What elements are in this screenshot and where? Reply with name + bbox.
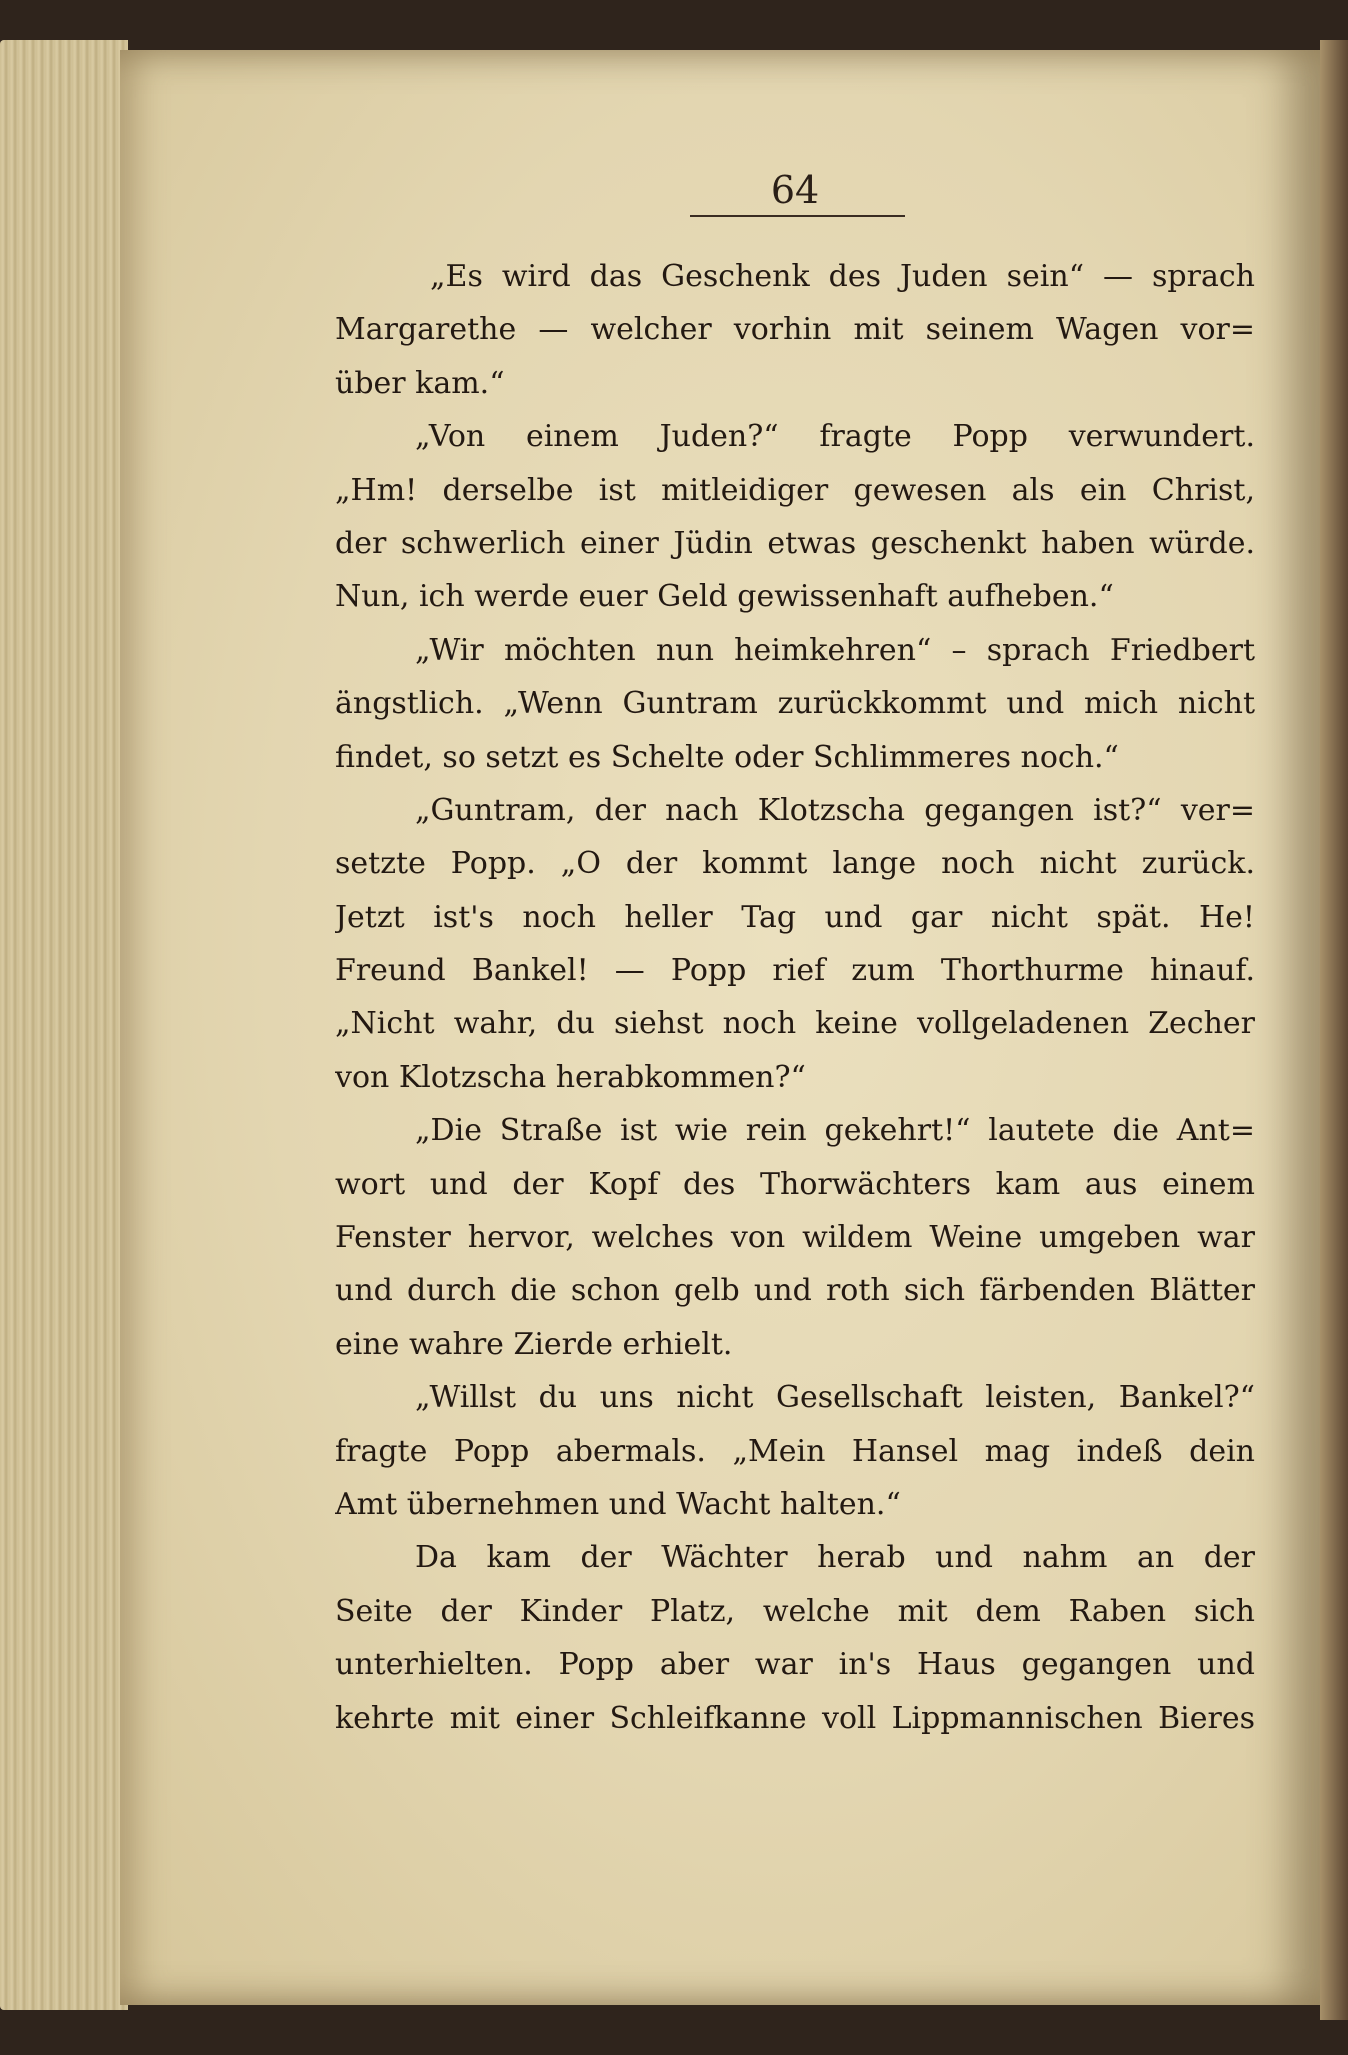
left-page-stack (0, 40, 128, 2010)
text-line: eine wahre Zierde erhielt. (335, 1326, 733, 1362)
text-line: „Es wird das Geschenk des Juden sein“ — sprach (430, 259, 1255, 294)
text-line: „Hm! derselbe ist mitleidiger gewesen als ein Christ, (335, 472, 1255, 508)
text-line: von Klotzscha herabkommen?“ (335, 1059, 806, 1095)
page-number: 64 (770, 168, 820, 212)
text-line: „Guntram, der nach Klotzscha gegangen ist?“ ver= (415, 792, 1255, 828)
page-edge-shadow (1320, 40, 1348, 2020)
text-line: Jetzt ist's noch heller Tag und gar nicht spät. He! (335, 899, 1255, 935)
text-line: „Willst du uns nicht Gesellschaft leisten, Bankel?“ (415, 1380, 1255, 1416)
text-line: Fenster hervor, welches von wildem Weine umgeben war (335, 1220, 1255, 1256)
text-line: Freund Bankel! — Popp rief zum Thorthurme hinauf. (335, 953, 1255, 989)
text-line: der schwerlich einer Jüdin etwas geschenkt haben würde. (335, 525, 1255, 561)
text-line: und durch die schon gelb und roth sich färbenden Blätter (335, 1273, 1255, 1309)
text-line: Amt übernehmen und Wacht halten.“ (335, 1486, 901, 1522)
text-line: Margarethe — welcher vorhin mit seinem Wagen vor= (335, 312, 1255, 348)
text-line: kehrte mit einer Schleifkanne voll Lippmannischen Bieres (335, 1700, 1255, 1736)
text-line: setzte Popp. „O der kommt lange noch nicht zurück. (335, 846, 1255, 882)
text-line: findet, so setzt es Schelte oder Schlimmeres noch.“ (335, 739, 1119, 775)
text-line: Da kam der Wächter herab und nahm an der (415, 1540, 1255, 1576)
text-line: Nun, ich werde euer Geld gewissenhaft aufheben.“ (335, 579, 1114, 615)
text-line: Seite der Kinder Platz, welche mit dem Raben sich (335, 1593, 1255, 1629)
text-line: wort und der Kopf des Thorwächters kam aus einem (335, 1166, 1255, 1202)
page-number-rule (690, 215, 905, 217)
body-text (335, 250, 1255, 1745)
text-line: „Die Straße ist wie rein gekehrt!“ lautete die Ant= (415, 1113, 1255, 1149)
text-line: ängstlich. „Wenn Guntram zurückkommt und mich nicht (335, 686, 1255, 722)
text-line: „Nicht wahr, du siehst noch keine vollgeladenen Zecher (335, 1006, 1255, 1042)
text-line: „Von einem Juden?“ fragte Popp verwundert. (415, 419, 1255, 455)
text-line: „Wir möchten nun heimkehren“ – sprach Friedbert (415, 632, 1255, 668)
text-line: über kam.“ (335, 365, 505, 401)
text-line: fragte Popp abermals. „Mein Hansel mag indeß dein (335, 1433, 1255, 1469)
text-line: unterhielten. Popp aber war in's Haus gegangen und (335, 1647, 1255, 1683)
